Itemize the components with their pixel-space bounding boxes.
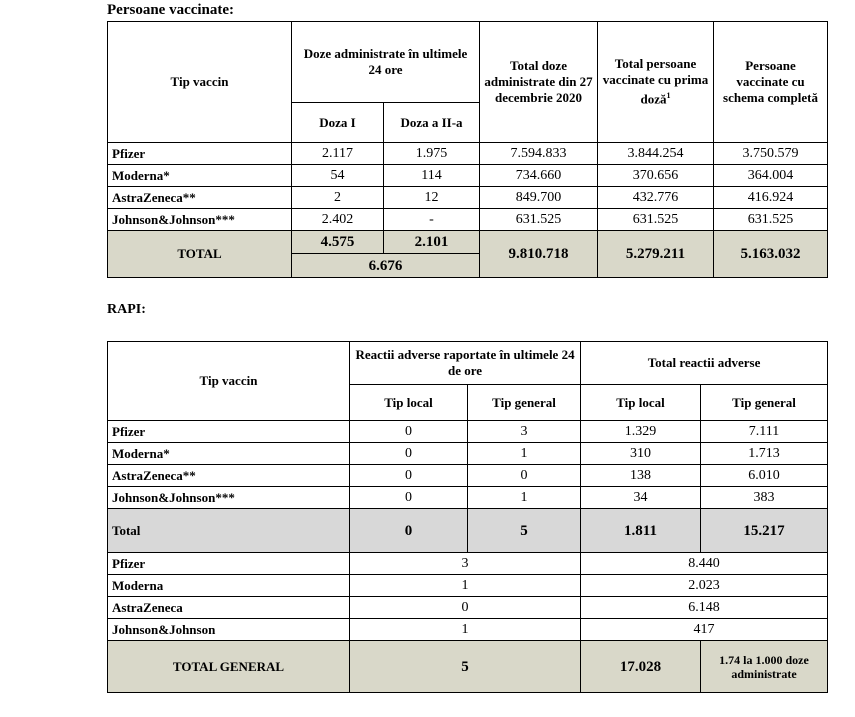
- section-heading-vaccinated: Persoane vaccinate:: [107, 2, 235, 18]
- cell-general-24h: 1: [468, 443, 581, 465]
- cell-doza2: -: [384, 209, 480, 231]
- vaccine-name: Pfizer: [108, 143, 292, 165]
- cell-total-doze: 734.660: [480, 165, 598, 187]
- cell-local-24h: 0: [350, 421, 468, 443]
- vaccine-name: AstraZeneca**: [108, 465, 350, 487]
- header-reactii-24h: Reactii adverse raportate în ultimele 24 de ore: [350, 342, 581, 385]
- vaccine-name: Moderna*: [108, 165, 292, 187]
- cell-doza2: 12: [384, 187, 480, 209]
- vaccine-name: Pfizer: [108, 553, 350, 575]
- cell-schema-completa: 416.924: [714, 187, 828, 209]
- cell-total-doze: 631.525: [480, 209, 598, 231]
- summary-24h: 1: [350, 575, 581, 597]
- summary-24h: 3: [350, 553, 581, 575]
- header-tip-vaccin-rapi: Tip vaccin: [108, 342, 350, 421]
- header-tip-local-24h: Tip local: [350, 385, 468, 421]
- total-general-label: TOTAL GENERAL: [108, 641, 350, 693]
- total-prima-doza: 5.279.211: [598, 231, 714, 278]
- cell-local-total: 138: [581, 465, 701, 487]
- header-total-prima-doza: [598, 22, 714, 143]
- vaccine-name: Johnson&Johnson: [108, 619, 350, 641]
- table-row: [108, 443, 828, 465]
- cell-doza2: 114: [384, 165, 480, 187]
- total-row: [108, 509, 828, 553]
- vaccine-name: Moderna*: [108, 443, 350, 465]
- cell-doza1: 2.117: [292, 143, 384, 165]
- header-total-doze: Total doze administrate din 27 decembrie 2020: [480, 22, 598, 143]
- cell-doza1: 2.402: [292, 209, 384, 231]
- cell-prima-doza: 432.776: [598, 187, 714, 209]
- cell-general-total: 7.111: [701, 421, 828, 443]
- total-local-24h: 0: [350, 509, 468, 553]
- summary-24h: 1: [350, 619, 581, 641]
- total-schema-completa: 5.163.032: [714, 231, 828, 278]
- cell-local-total: 34: [581, 487, 701, 509]
- cell-local-total: 1.329: [581, 421, 701, 443]
- total-doze-24h-sum: 6.676: [292, 254, 480, 278]
- footnote-marker: 1: [666, 91, 671, 101]
- total-doze: 9.810.718: [480, 231, 598, 278]
- summary-row: [108, 553, 828, 575]
- vaccine-name: Pfizer: [108, 421, 350, 443]
- table-row: [108, 209, 828, 231]
- summary-row: [108, 575, 828, 597]
- vaccine-name: Moderna: [108, 575, 350, 597]
- cell-general-total: 1.713: [701, 443, 828, 465]
- summary-24h: 0: [350, 597, 581, 619]
- header-total-prima-text: Total persoane vaccinate cu prima doză: [602, 56, 709, 107]
- summary-row: [108, 597, 828, 619]
- table-row: [108, 143, 828, 165]
- total-row: [108, 231, 828, 254]
- section-heading-rapi: RAPI:: [107, 302, 146, 317]
- header-doze-24h: Doze administrate în ultimele 24 ore: [292, 22, 480, 103]
- total-general-row: [108, 641, 828, 693]
- total-general-24h: 5: [350, 641, 581, 693]
- header-doza-1: Doza I: [292, 103, 384, 143]
- table-row: [108, 487, 828, 509]
- cell-schema-completa: 364.004: [714, 165, 828, 187]
- vaccine-name: Johnson&Johnson***: [108, 209, 292, 231]
- table-row: [108, 465, 828, 487]
- cell-general-24h: 1: [468, 487, 581, 509]
- cell-local-24h: 0: [350, 487, 468, 509]
- vaccine-name: AstraZeneca: [108, 597, 350, 619]
- total-label: Total: [108, 509, 350, 553]
- total-doza2: 2.101: [384, 231, 480, 254]
- cell-local-24h: 0: [350, 443, 468, 465]
- cell-local-total: 310: [581, 443, 701, 465]
- total-doza1: 4.575: [292, 231, 384, 254]
- summary-total: 8.440: [581, 553, 828, 575]
- summary-total: 6.148: [581, 597, 828, 619]
- total-general-rate: 1.74 la 1.000 doze administrate: [701, 641, 828, 693]
- cell-schema-completa: 3.750.579: [714, 143, 828, 165]
- cell-doza1: 2: [292, 187, 384, 209]
- vaccine-name: Johnson&Johnson***: [108, 487, 350, 509]
- rapi-table: [107, 341, 828, 693]
- cell-prima-doza: 3.844.254: [598, 143, 714, 165]
- vaccinated-table: [107, 21, 828, 278]
- cell-total-doze: 7.594.833: [480, 143, 598, 165]
- cell-general-24h: 3: [468, 421, 581, 443]
- total-label: TOTAL: [108, 231, 292, 278]
- header-total-reactii: Total reactii adverse: [581, 342, 828, 385]
- summary-total: 2.023: [581, 575, 828, 597]
- cell-general-total: 6.010: [701, 465, 828, 487]
- total-general-value: 17.028: [581, 641, 701, 693]
- header-tip-vaccin: Tip vaccin: [108, 22, 292, 143]
- header-tip-general-24h: Tip general: [468, 385, 581, 421]
- header-tip-local-total: Tip local: [581, 385, 701, 421]
- header-tip-general-total: Tip general: [701, 385, 828, 421]
- table-row: [108, 421, 828, 443]
- table-row: [108, 187, 828, 209]
- cell-general-24h: 0: [468, 465, 581, 487]
- summary-total: 417: [581, 619, 828, 641]
- summary-row: [108, 619, 828, 641]
- cell-prima-doza: 370.656: [598, 165, 714, 187]
- header-doza-2: Doza a II-a: [384, 103, 480, 143]
- cell-doza1: 54: [292, 165, 384, 187]
- header-schema-completa: Persoane vaccinate cu schema completă: [714, 22, 828, 143]
- cell-total-doze: 849.700: [480, 187, 598, 209]
- total-general-24h: 5: [468, 509, 581, 553]
- cell-doza2: 1.975: [384, 143, 480, 165]
- cell-general-total: 383: [701, 487, 828, 509]
- total-local: 1.811: [581, 509, 701, 553]
- table-row: [108, 165, 828, 187]
- vaccine-name: AstraZeneca**: [108, 187, 292, 209]
- total-general: 15.217: [701, 509, 828, 553]
- cell-local-24h: 0: [350, 465, 468, 487]
- cell-schema-completa: 631.525: [714, 209, 828, 231]
- cell-prima-doza: 631.525: [598, 209, 714, 231]
